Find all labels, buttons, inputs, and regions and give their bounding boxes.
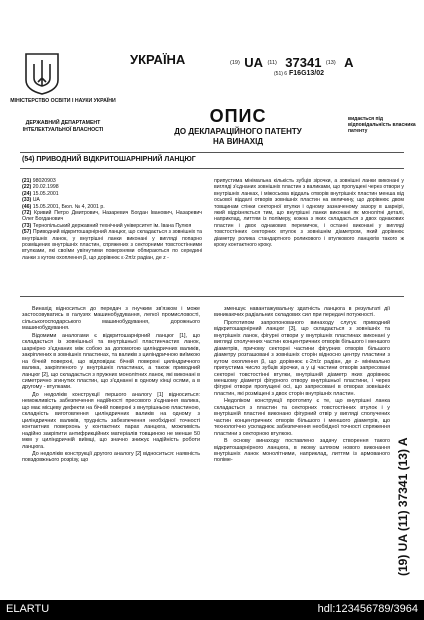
doc-title: ОПИС (209, 106, 267, 126)
country-code: UA (244, 55, 264, 70)
footer-handle: hdl:123456789/3964 (317, 603, 418, 615)
side-note: видається під відповідальність власника патенту (348, 116, 416, 134)
paragraph: В основу винаходу поставлено задачу створення такого відкритошарнірного ланцюга, в якому шляхом нового виконання внутрішніх ланок монолітними, наприклад, литтям із армованого поліме- (214, 438, 390, 464)
divider-top (20, 152, 404, 153)
bibliographic-data (22, 178, 202, 261)
patent-number: 37341 (285, 55, 322, 70)
code-13: (13) (325, 59, 336, 66)
vertical-patent-number (396, 340, 416, 580)
paragraph: Винахід відноситься до передач з гнучким зв'язком і може застосовуватись в галузях машинобудування, легкої промисловості, сільськогосподарського машинобудування, дорожнього машинобудування. (22, 306, 200, 332)
paragraph: Відомими аналогами є відкритошарнірний ланцюг [1], що складається із зовнішньої та внутрішньої пластинчастих ланок, шарнірно з'єднаних між собою за допомогою циліндричних валиків, закріплених в зовнішніх пластинах, та валиків з циліндричною виїмкою на бічній поверхні, що відповідає бічній поверхні циліндричного валика, закріпленого у внутрішніх пластинах, а також приводний ланцюг [2], що складається з пружних монолітних ланок, які виконані в симетрично згинутих пластин, що з'єднанні в одному кінці осями, а в другому - втулками. (22, 332, 200, 391)
ministry-name: МІНІСТЕРСТВО ОСВІТИ І НАУКИ УКРАЇНИ (10, 98, 116, 104)
paragraph: зменшує навантажувальну здатність ланцюга в результаті дії виникаючих радіальних складових сил при передачі потужності. (214, 306, 390, 319)
paragraph: До недоліків конструкції другого аналогу [2] відноситься: наявність повздовжнього розрізу, що (22, 450, 200, 464)
paragraph: Недоліком конструкції прототипу є те, що внутрішні ланка складається з пластин та секторних товстостінних втулок і у внутрішній пластині виконано фігурний отвір у вигляді сполучених частин концентричних отворів більшого і меншого діаметрів, що технологічно ускладнює забезпечення необхідної точності спряження пластини з секторною втулкою. (214, 398, 390, 437)
trident-emblem-icon (22, 52, 62, 96)
department-name: ДЕРЖАВНИЙ ДЕПАРТАМЕНТ ІНТЕЛЕКТУАЛЬНОЇ ВЛАСНОСТІ (22, 120, 104, 133)
vertical-number-text: (19) UA (11) 37341 (13) A (396, 437, 410, 576)
paragraph: До недоліків конструкції першого аналогу [1] відноситься: неможливість забезпечення надійності пресового з'єднання валика, що має місцеву дефекти на бічній поверхні з внутрішньою пластиною, складність виготовлення циліндричних валиків на одному з циліндричних валиків, трудність забезпечення необхідної точності контактних поверхонь у контактних парах ланцюга, можливість надійно закріпити антифрикційних матеріалів товщиною не менше 50 мкм у циліндричній виїмці, що значно знижує надійність роботи ланцюга. (22, 391, 200, 450)
code-11: (11) (267, 59, 277, 66)
claim-continuation: припустима мінімальна кількість зубців зірочки, а зовнішні ланки виконані у вигляді з'єднаних зовнішніх пластин з валиками, що пропущені через отвори у внутрішніх ланках, і міжосьова віддаль отворів внутрішніх пластин менша від осьової віддалі отворів зовнішніх пластин на величину, що дорівнює двом товщинам стінки секторної втулки і одному зазначеному зазору в шарнірі, який відрізняється тим, що внутрішні ланки виконані як монолітні деталі, наприклад, литтям із полімеру, кожна з яких складається з двох однакових пластин і двох однакових перемичок, і останні виконані у вигляді товстостінних секторних втулок з зовнішнім діаметром, який дорівнює діаметру ролика стандартного роликового і втулкового ланцюгів такого ж кроку контактного кроку. (214, 178, 404, 249)
divider-title (20, 168, 404, 169)
invention-title: (54) ПРИВОДНИЙ ВІДКРИТОШАРНІРНИЙ ЛАНЦЮГ (22, 156, 196, 163)
document-type (158, 106, 318, 147)
footer-bar (0, 600, 424, 620)
kind-code: A (344, 55, 354, 70)
publication-number (230, 54, 420, 72)
doc-subtitle-1: ДО ДЕКЛАРАЦІЙНОГО ПАТЕНТУ (174, 127, 302, 136)
divider-body (20, 296, 404, 297)
biblio-entry: (24) 15.05.2001 (22, 190, 59, 197)
doc-subtitle-2: НА ВИНАХІД (212, 137, 264, 146)
biblio-entry: (73) Тернопільський державний технічний університет ім. Івана Пулюя (22, 222, 192, 229)
description-column-left (22, 306, 200, 465)
footer-source: ELARTU (6, 603, 50, 615)
ipc-classification (274, 70, 324, 77)
description-column-right (214, 306, 390, 465)
biblio-entry: (72) Кривий Петро Дмитрович, Назаревич Богдан Іванович, Назаревич Олег Богданович (22, 210, 202, 223)
country-name: УКРАЇНА (130, 52, 186, 67)
paragraph: Прототипом запропонованого винаходу слугує приводний відкритошарнірний ланцюг [3], що складається з зовнішніх та внутрішніх ланок, фігурні отвори у внутрішніх пластинах виконані у вигляді сполучених частин концентричних отворів більшого і меншого діаметрів, причому секторні частини фігурних отворів більшого діаметру розташовані з зовнішніх сторін відносно центру пластини з кутом охоплення β, що дорівнює ε·2π/z радіан, де z- мінімально припустима число зубців зірочки, а у ці частини отворів запресовані секторні товстостінні втулки, внутрішній діаметр яких дорівнює меншому діаметрі фігурного отвору внутрішньої пластини, і через фігурні отвори пропущені осі, що запресовані в отворах зовнішніх пластин, які розміщені з двох сторін внутрішніх пластин. (214, 319, 390, 397)
biblio-entry: (46) 15.05.2001, Бюл. № 4, 2001 р. (22, 203, 105, 210)
biblio-entry: (33) UA (22, 197, 40, 204)
code-19: (19) (230, 59, 240, 66)
claim-text: (57) Приводний відкритошарнірний ланцюг, що складається з зовнішніх та внутрішніх ланок, у внутрішні ланки виконані у вигляді попарно розміщених внутрішніх пластин, спряжених з секторними товстостінними втулками, які своїми увігнутими поверхнями обпираються по середині ланки з кутом охоплення β, що дорівнює ε·2π/z радіан, де z - (22, 229, 203, 261)
biblio-entry: (22) 20.02.1998 (22, 184, 59, 191)
biblio-entry: (21) 98020903 (22, 178, 56, 184)
code-51: (51) 6 (274, 71, 288, 77)
ipc-code: F16G13/02 (289, 70, 325, 77)
